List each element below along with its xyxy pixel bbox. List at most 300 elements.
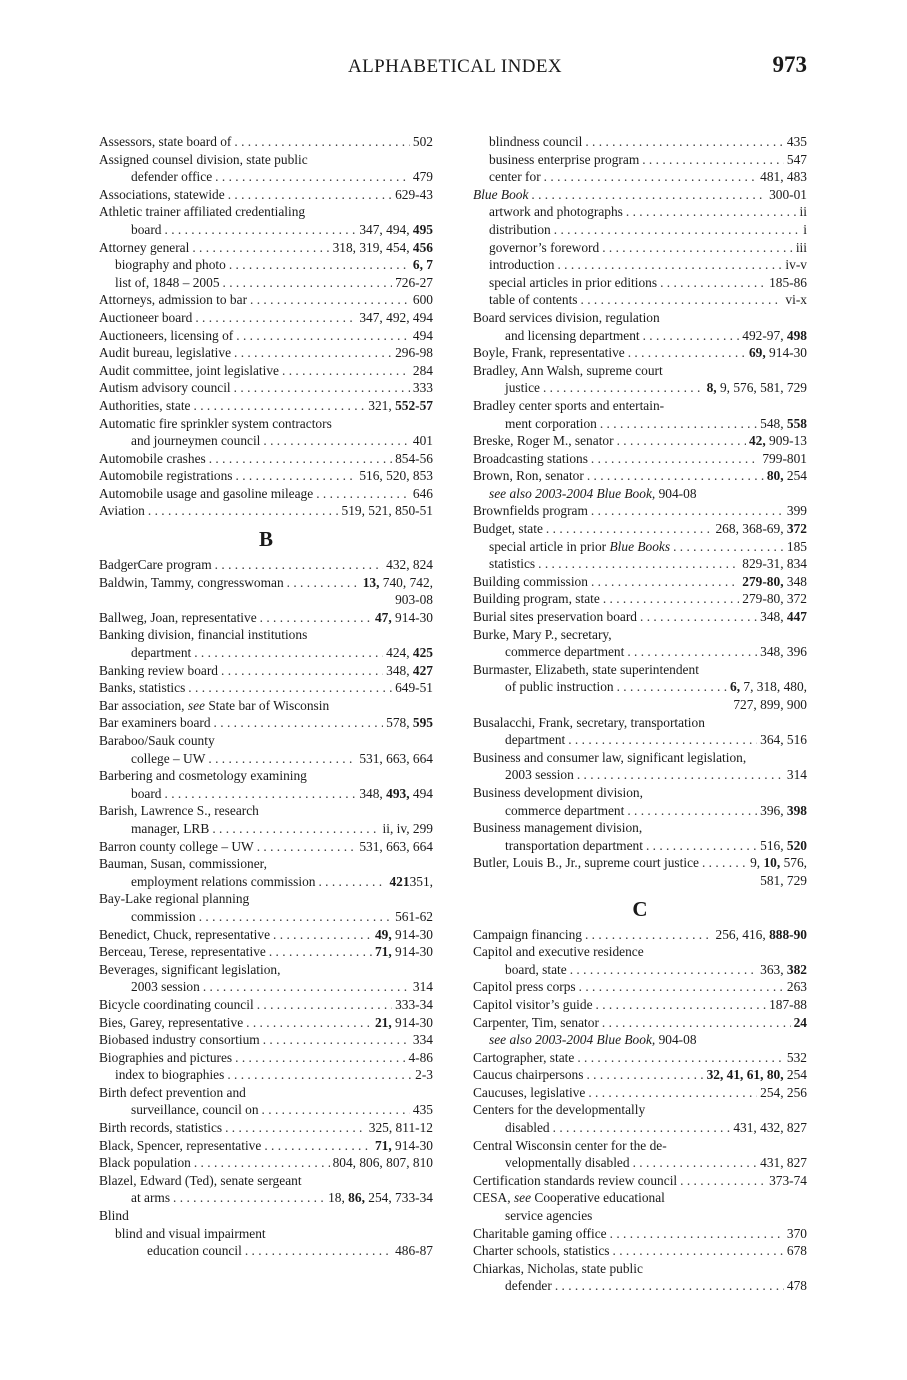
index-entry bbox=[99, 1225, 433, 1260]
dot-leader bbox=[208, 750, 356, 768]
entry-italic-text: see bbox=[513, 1190, 532, 1206]
page-ref: 396, bbox=[760, 802, 787, 818]
page-ref-main: 495 bbox=[412, 221, 433, 237]
page-ref: 2-3 bbox=[415, 1067, 433, 1083]
section-letter-heading: C bbox=[632, 896, 648, 921]
page-references bbox=[757, 415, 807, 433]
page-ref: 431, 432, 827 bbox=[733, 1120, 807, 1136]
page-ref: 678 bbox=[786, 1243, 807, 1259]
entry-text: Broadcasting stations bbox=[473, 450, 588, 466]
entry-label bbox=[131, 644, 194, 662]
index-entry bbox=[99, 890, 433, 925]
entry-line bbox=[99, 1014, 433, 1032]
page-references bbox=[784, 978, 807, 996]
entry-label bbox=[99, 574, 287, 592]
page-ref: 578, bbox=[386, 715, 413, 731]
running-head bbox=[0, 52, 907, 80]
entry-label bbox=[505, 802, 627, 820]
entry-label bbox=[489, 291, 581, 309]
page-references bbox=[383, 556, 433, 574]
entry-label bbox=[473, 1172, 680, 1190]
entry-label bbox=[489, 203, 626, 221]
index-entry bbox=[473, 239, 807, 257]
page-ref: 263 bbox=[786, 979, 807, 995]
page-references bbox=[366, 1119, 433, 1137]
entry-text: college – UW bbox=[131, 750, 206, 766]
entry-text: Automatic fire sprinkler system contractors bbox=[99, 415, 332, 431]
entry-label bbox=[99, 186, 228, 204]
dot-leader bbox=[579, 978, 784, 996]
page-references bbox=[410, 432, 433, 450]
page-ref: 256, 416, bbox=[715, 926, 770, 942]
index-entry bbox=[99, 1049, 433, 1067]
entry-text: transportation department bbox=[505, 837, 643, 853]
entry-label bbox=[115, 256, 229, 274]
dot-leader bbox=[591, 502, 784, 520]
index-column-right bbox=[473, 133, 807, 1295]
page-references bbox=[797, 203, 807, 221]
entry-label bbox=[489, 133, 585, 151]
index-entry bbox=[473, 1260, 807, 1295]
entry-text: Beverages, significant legislation, bbox=[99, 961, 281, 977]
entry-text: Berceau, Terese, representative bbox=[99, 944, 266, 960]
entry-line bbox=[473, 467, 807, 485]
page-references bbox=[356, 467, 433, 485]
entry-label bbox=[99, 467, 236, 485]
page-ref: 804, 806, 807, 810 bbox=[332, 1155, 433, 1171]
page-ref: 347, 492, 494 bbox=[359, 309, 433, 325]
entry-text: Caucus chairpersons bbox=[473, 1067, 584, 1083]
entry-line bbox=[99, 309, 433, 327]
page-references bbox=[330, 1154, 433, 1172]
page-references bbox=[757, 837, 807, 855]
index-entry bbox=[99, 186, 433, 204]
page-references bbox=[392, 1242, 433, 1260]
entry-text: velopmentally disabled bbox=[505, 1155, 630, 1171]
page-references bbox=[766, 186, 807, 204]
entry-label bbox=[473, 1084, 588, 1102]
index-entry bbox=[473, 450, 807, 468]
index-entry bbox=[99, 609, 433, 627]
page-references bbox=[383, 662, 433, 680]
dot-leader bbox=[603, 590, 739, 608]
page-ref-main: 80, bbox=[766, 468, 784, 484]
index-entry bbox=[473, 590, 807, 608]
dot-leader bbox=[591, 450, 759, 468]
entry-label bbox=[99, 714, 214, 732]
entry-text: artwork and photographs bbox=[489, 204, 623, 220]
dot-leader bbox=[165, 221, 357, 239]
dot-leader bbox=[570, 961, 757, 979]
dot-leader bbox=[192, 239, 329, 257]
dot-leader bbox=[264, 1137, 372, 1155]
entry-label bbox=[99, 239, 192, 257]
page-references bbox=[372, 926, 433, 944]
entry-line bbox=[99, 362, 433, 380]
dot-leader bbox=[225, 1119, 366, 1137]
entry-label bbox=[489, 151, 642, 169]
page-references bbox=[410, 327, 433, 345]
entry-text: Caucuses, legislative bbox=[473, 1084, 586, 1100]
entry-label bbox=[147, 1242, 245, 1260]
entry-line bbox=[473, 327, 807, 345]
page-references bbox=[405, 1049, 433, 1067]
page-ref: 502 bbox=[412, 134, 433, 149]
index-entry bbox=[99, 802, 433, 837]
dot-leader bbox=[555, 1277, 784, 1295]
entry-text: blind and visual impairment bbox=[115, 1225, 266, 1241]
dot-leader bbox=[531, 186, 766, 204]
page-references bbox=[759, 450, 807, 468]
entry-label bbox=[99, 1119, 225, 1137]
page-ref-main: 47, bbox=[374, 609, 392, 625]
entry-italic-text: Blue Book bbox=[473, 186, 529, 202]
page-ref: 494 bbox=[412, 327, 433, 343]
entry-line bbox=[99, 1101, 433, 1119]
page-ref-main: 6, bbox=[730, 679, 741, 695]
page-ref: 254, 256 bbox=[760, 1084, 807, 1100]
page-references bbox=[782, 256, 807, 274]
index-entry bbox=[473, 256, 807, 274]
entry-text: Burial sites preservation board bbox=[473, 609, 637, 625]
index-entry bbox=[99, 309, 433, 327]
entry-text: Capitol press corps bbox=[473, 979, 576, 995]
entry-label bbox=[99, 556, 215, 574]
entry-line bbox=[99, 239, 433, 257]
entry-text: Cooperative educational bbox=[531, 1190, 665, 1206]
page-ref-main: 6, 7 bbox=[412, 257, 433, 273]
entry-label bbox=[99, 609, 260, 627]
entry-text: Blind bbox=[99, 1208, 129, 1224]
entry-text: Birth records, statistics bbox=[99, 1120, 223, 1136]
entry-text: Banking review board bbox=[99, 662, 218, 678]
entry-line bbox=[473, 643, 807, 661]
entry-label bbox=[131, 785, 165, 803]
entry-line bbox=[99, 397, 433, 415]
page-ref: 187-88 bbox=[769, 996, 807, 1012]
page-ref: 479 bbox=[412, 169, 433, 185]
page-ref: 7, 318, 480, bbox=[740, 679, 807, 695]
entry-line bbox=[473, 661, 807, 679]
entry-text: Attorney general bbox=[99, 239, 190, 255]
entry-line bbox=[473, 555, 807, 573]
index-entry bbox=[473, 1014, 807, 1032]
entry-text: Autism advisory council bbox=[99, 380, 231, 396]
page-references bbox=[764, 467, 807, 485]
entry-line bbox=[473, 854, 807, 872]
page-ref: 318, 319, 454, bbox=[332, 239, 413, 255]
page-ref: 914-30 bbox=[391, 609, 433, 625]
entry-text: department bbox=[131, 645, 192, 661]
page-references bbox=[410, 1101, 433, 1119]
entry-italic-text: Blue Books bbox=[609, 538, 671, 554]
entry-label bbox=[473, 186, 531, 204]
entry-text: justice bbox=[505, 380, 540, 396]
entry-label bbox=[99, 379, 234, 397]
index-entry bbox=[473, 168, 807, 186]
page-ref: 516, bbox=[760, 837, 787, 853]
page-references bbox=[739, 555, 807, 573]
entry-text: Board services division, regulation bbox=[473, 309, 660, 325]
page-references bbox=[766, 996, 807, 1014]
entry-text: Black, Spencer, representative bbox=[99, 1137, 262, 1153]
dot-leader bbox=[194, 644, 383, 662]
index-entry bbox=[473, 538, 807, 556]
entry-text: education council bbox=[147, 1243, 242, 1259]
page-references bbox=[410, 168, 433, 186]
page-references bbox=[757, 1154, 807, 1172]
page-ref: 363, bbox=[760, 961, 787, 977]
index-entry bbox=[473, 555, 807, 573]
entry-line bbox=[99, 556, 433, 574]
page-references bbox=[739, 573, 807, 591]
entry-line bbox=[473, 573, 807, 591]
entry-line bbox=[99, 1207, 433, 1225]
page-ref-main: 447 bbox=[786, 609, 807, 625]
entry-label bbox=[99, 996, 257, 1014]
entry-text: Budget, state bbox=[473, 521, 543, 537]
entry-text: Bay-Lake regional planning bbox=[99, 891, 250, 907]
index-entry bbox=[473, 221, 807, 239]
page-ref: 576, bbox=[780, 855, 807, 871]
index-entry bbox=[99, 1154, 433, 1172]
entry-label bbox=[131, 432, 263, 450]
entry-line bbox=[473, 362, 807, 380]
page-ref: 348, bbox=[760, 609, 787, 625]
index-entry bbox=[473, 151, 807, 169]
entry-text: CESA, bbox=[473, 1190, 514, 1206]
page-references bbox=[784, 1277, 807, 1295]
dot-leader bbox=[591, 573, 739, 591]
page-ref-main: 888-90 bbox=[769, 926, 807, 942]
index-entry bbox=[99, 1014, 433, 1032]
page-ref: 185 bbox=[786, 538, 807, 554]
dot-leader bbox=[627, 802, 757, 820]
entry-line bbox=[473, 151, 807, 169]
index-entry bbox=[473, 274, 807, 292]
page-references bbox=[386, 873, 433, 891]
entry-line bbox=[473, 344, 807, 362]
entry-text: business enterprise program bbox=[489, 151, 640, 167]
page-ref: 268, 368-69, bbox=[715, 521, 787, 537]
dot-leader bbox=[236, 467, 357, 485]
entry-line bbox=[473, 291, 807, 309]
entry-line bbox=[99, 679, 433, 697]
entry-text: distribution bbox=[489, 221, 551, 237]
entry-text: Birth defect prevention and bbox=[99, 1084, 246, 1100]
page-references bbox=[392, 996, 433, 1014]
page-references bbox=[757, 1084, 807, 1102]
page-ref: 401 bbox=[412, 433, 433, 449]
page-references bbox=[784, 538, 807, 556]
entry-italic-text: see also 2003-2004 Blue Book, bbox=[489, 485, 656, 501]
entry-line bbox=[99, 802, 433, 820]
entry-text: defender office bbox=[131, 169, 213, 185]
dot-leader bbox=[628, 344, 746, 362]
index-entry bbox=[473, 133, 807, 151]
dot-leader bbox=[626, 203, 797, 221]
entry-text: Auctioneers, licensing of bbox=[99, 327, 234, 343]
entry-italic-text: see also 2003-2004 Blue Book, bbox=[489, 1032, 656, 1048]
index-entry bbox=[99, 679, 433, 697]
entry-line bbox=[99, 133, 433, 151]
page-references bbox=[372, 1137, 433, 1155]
page-ref: 548, bbox=[760, 415, 787, 431]
entry-label bbox=[505, 1119, 553, 1137]
entry-line bbox=[99, 168, 433, 186]
entry-line bbox=[473, 1101, 807, 1119]
entry-label bbox=[473, 344, 628, 362]
index-entry bbox=[99, 450, 433, 468]
index-entry bbox=[99, 362, 433, 380]
entry-label bbox=[99, 362, 282, 380]
page-ref: 435 bbox=[786, 134, 807, 149]
entry-text: Carpenter, Tim, senator bbox=[473, 1014, 599, 1030]
entry-text: Associations, statewide bbox=[99, 186, 225, 202]
dot-leader bbox=[643, 327, 740, 345]
entry-text: Bar examiners board bbox=[99, 715, 211, 731]
entry-line bbox=[473, 432, 807, 450]
page-references bbox=[757, 802, 807, 820]
page-ref: 424, bbox=[386, 645, 413, 661]
index-entry bbox=[99, 502, 433, 520]
page-ref: 519, 521, 850-51 bbox=[341, 503, 433, 519]
index-entry bbox=[99, 1119, 433, 1137]
index-entry bbox=[99, 855, 433, 890]
page-references bbox=[325, 1189, 433, 1207]
dot-leader bbox=[257, 838, 357, 856]
index-entry bbox=[473, 1189, 807, 1224]
entry-text: statistics bbox=[489, 556, 536, 572]
entry-text: disabled bbox=[505, 1120, 550, 1136]
entry-label bbox=[99, 502, 148, 520]
entry-line bbox=[473, 1260, 807, 1278]
entry-line bbox=[473, 520, 807, 538]
page-references bbox=[757, 961, 807, 979]
page-ref: iii bbox=[795, 239, 807, 255]
entry-line bbox=[99, 274, 433, 292]
entry-text: Athletic trainer affiliated credentialing bbox=[99, 204, 306, 220]
entry-line bbox=[99, 574, 433, 592]
entry-text: governor’s foreword bbox=[489, 239, 600, 255]
entry-continuation-pages: 581, 729 bbox=[760, 872, 807, 888]
page-references bbox=[793, 239, 807, 257]
page-ref-main: 421 bbox=[389, 873, 410, 889]
entry-label bbox=[131, 168, 215, 186]
page-references bbox=[757, 608, 807, 626]
page-ref: 478 bbox=[786, 1278, 807, 1294]
page-ref: 649-51 bbox=[395, 680, 433, 696]
entry-line bbox=[473, 978, 807, 996]
page-references bbox=[410, 256, 433, 274]
page-ref: i bbox=[803, 221, 807, 237]
entry-line bbox=[99, 256, 433, 274]
page-ref: 373-74 bbox=[769, 1172, 807, 1188]
entry-line bbox=[473, 538, 807, 556]
index-entry bbox=[473, 344, 807, 362]
entry-label bbox=[99, 1049, 235, 1067]
page-ref-main: 10, bbox=[763, 855, 781, 871]
entry-text: Certification standards review council bbox=[473, 1172, 678, 1188]
entry-text: Breske, Roger M., senator bbox=[473, 433, 614, 449]
entry-line bbox=[99, 151, 433, 169]
index-entry bbox=[473, 485, 807, 503]
page-ref-main: 398 bbox=[786, 802, 807, 818]
page-references bbox=[766, 274, 807, 292]
entry-continuation-pages: 727, 899, 900 bbox=[733, 697, 807, 712]
entry-text: Boyle, Frank, representative bbox=[473, 345, 625, 361]
index-entry bbox=[473, 432, 807, 450]
entry-label bbox=[131, 221, 165, 239]
dot-leader bbox=[257, 996, 392, 1014]
page-references bbox=[791, 1014, 807, 1032]
entry-line bbox=[473, 608, 807, 626]
entry-text: Baldwin, Tammy, congresswoman bbox=[99, 574, 284, 590]
index-entry bbox=[99, 327, 433, 345]
entry-line bbox=[473, 274, 807, 292]
entry-label bbox=[473, 520, 546, 538]
dot-leader bbox=[581, 291, 783, 309]
entry-text: blindness council bbox=[489, 134, 583, 149]
index-entry bbox=[473, 1066, 807, 1084]
entry-text: Aviation bbox=[99, 503, 145, 519]
entry-text: Bauman, Susan, commissioner, bbox=[99, 856, 267, 872]
index-entry bbox=[99, 838, 433, 856]
page-ref: 314 bbox=[786, 767, 807, 783]
entry-line bbox=[99, 908, 433, 926]
page-ref: vi-x bbox=[785, 292, 807, 308]
page-ref: 254 bbox=[783, 1067, 807, 1083]
entry-text: at arms bbox=[131, 1190, 171, 1206]
entry-line bbox=[99, 609, 433, 627]
dot-leader bbox=[640, 608, 757, 626]
entry-line bbox=[99, 890, 433, 908]
page-ref-main: 69, bbox=[748, 345, 766, 361]
entry-line bbox=[99, 1154, 433, 1172]
entry-line bbox=[473, 766, 807, 784]
entry-text: commerce department bbox=[505, 802, 625, 818]
entry-text: 2003 session bbox=[131, 979, 200, 995]
entry-text: Building program, state bbox=[473, 591, 600, 607]
index-entry bbox=[99, 291, 433, 309]
dot-leader bbox=[194, 397, 366, 415]
index-entry bbox=[99, 485, 433, 503]
entry-label bbox=[473, 1242, 613, 1260]
entry-label bbox=[99, 838, 257, 856]
entry-line bbox=[99, 961, 433, 979]
entry-line bbox=[99, 996, 433, 1014]
index-entry bbox=[473, 467, 807, 485]
page-references bbox=[410, 133, 433, 151]
page-ref-main: 372 bbox=[786, 521, 807, 537]
dot-leader bbox=[199, 908, 392, 926]
entry-text: Automobile crashes bbox=[99, 450, 206, 466]
entry-text: board, state bbox=[505, 961, 567, 977]
dot-leader bbox=[617, 432, 746, 450]
index-entry bbox=[99, 1084, 433, 1119]
entry-text: Benedict, Chuck, representative bbox=[99, 926, 271, 942]
page-ref: 629-43 bbox=[395, 186, 433, 202]
page-references bbox=[356, 221, 433, 239]
dot-leader bbox=[234, 344, 392, 362]
entry-label bbox=[99, 309, 195, 327]
page-ref: 399 bbox=[786, 503, 807, 519]
page-references bbox=[392, 450, 433, 468]
entry-line bbox=[473, 133, 807, 151]
entry-line bbox=[473, 678, 807, 696]
index-entry bbox=[99, 926, 433, 944]
entry-text: and licensing department bbox=[505, 327, 640, 343]
